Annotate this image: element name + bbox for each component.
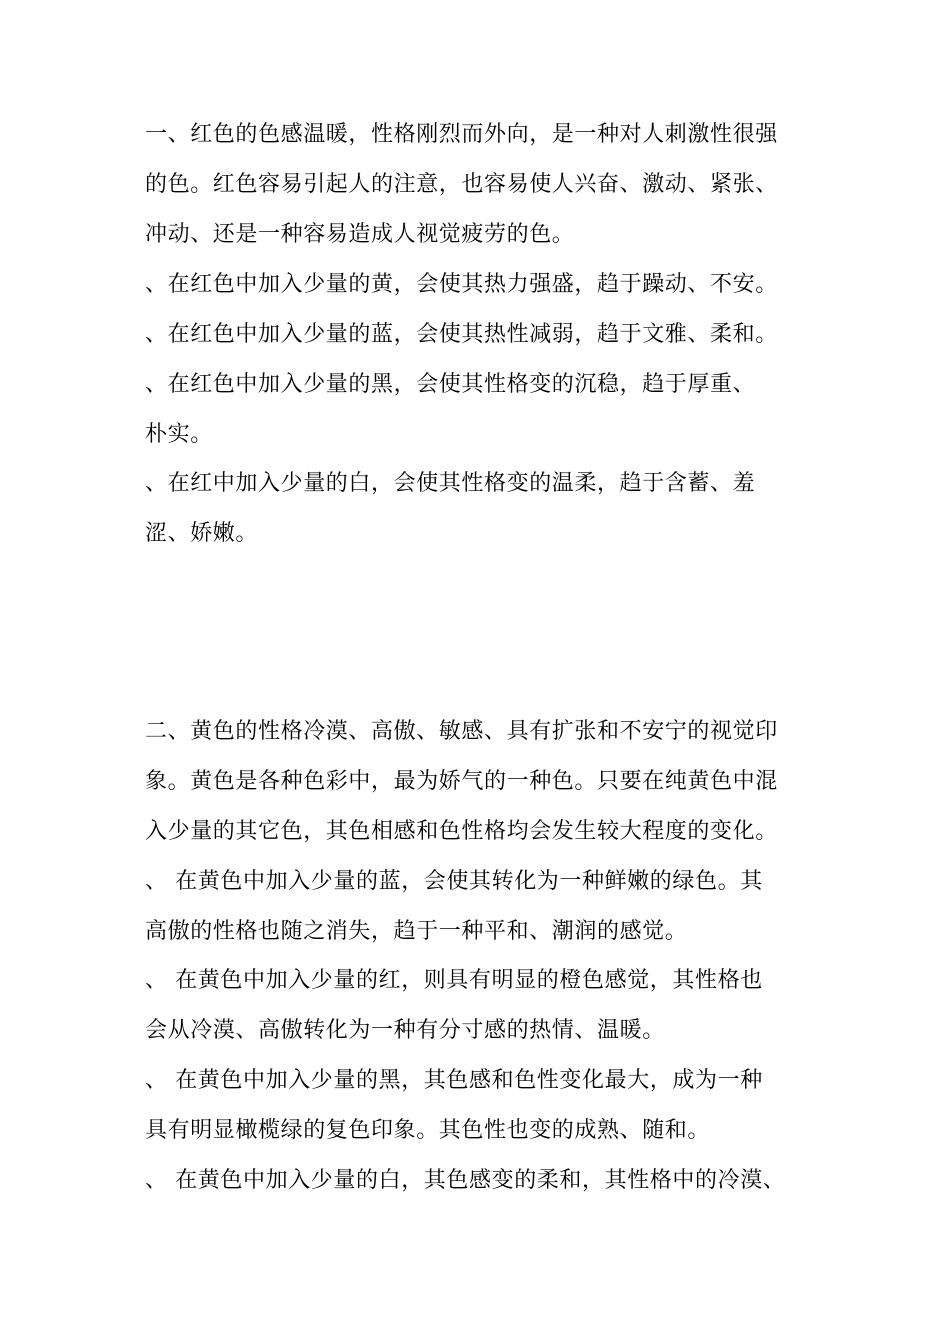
- text-line: 具有明显橄榄绿的复色印象。其色性也变的成熟、随和。: [145, 1117, 711, 1143]
- text-line: 涩、娇嫩。: [145, 520, 259, 546]
- text-line: 朴实。: [145, 421, 213, 447]
- text-line: 象。黄色是各种色彩中，最为娇气的一种色。只要在纯黄色中混: [145, 768, 778, 794]
- text-line: 一、红色的色感温暖，性格刚烈而外向，是一种对人刺激性很强: [145, 122, 778, 147]
- text-line: 会从冷漠、高傲转化为一种有分寸感的热情、温暖。: [145, 1017, 665, 1043]
- section2-item-white: [145, 1156, 815, 1206]
- section1-item-yellow: [145, 260, 815, 310]
- section2-item-blue: [145, 857, 815, 957]
- text-line: 、 在黄色中加入少量的白，其色感变的柔和，其性格中的冷漠、: [145, 1168, 786, 1193]
- section2-item-black: [145, 1056, 815, 1156]
- section2-item-red: [145, 956, 815, 1056]
- section1-item-white: [145, 459, 815, 559]
- text-line: 二、黄色的性格冷漠、高傲、敏感、具有扩张和不安宁的视觉印: [145, 719, 778, 744]
- section1-intro: [145, 110, 815, 259]
- text-line: 、在红中加入少量的白，会使其性格变的温柔，趋于含蓄、羞: [145, 471, 756, 496]
- text-line: 入少量的其它色，其色相感和色性格均会发生较大程度的变化。: [145, 818, 778, 844]
- text-line: 的色。红色容易引起人的注意，也容易使人兴奋、激动、紧张、: [145, 171, 778, 197]
- text-line: 、 在黄色中加入少量的蓝，会使其转化为一种鲜嫩的绿色。其: [145, 869, 763, 894]
- text-line: 、 在黄色中加入少量的黑，其色感和色性变化最大，成为一种: [145, 1068, 763, 1093]
- text-line: 、在红色中加入少量的黄，会使其热力强盛，趋于躁动、不安。: [145, 272, 778, 297]
- section1-item-blue: [145, 310, 815, 360]
- text-line: 、在红色中加入少量的黑，会使其性格变的沉稳，趋于厚重、: [145, 372, 756, 397]
- text-line: 、在红色中加入少量的蓝，会使其热性减弱，趋于文雅、柔和。: [145, 322, 778, 347]
- text-line: 冲动、还是一种容易造成人视觉疲劳的色。: [145, 221, 575, 247]
- text-line: 高傲的性格也随之消失，趋于一种平和、潮润的感觉。: [145, 918, 688, 944]
- section1-item-black: [145, 360, 815, 460]
- text-line: 、 在黄色中加入少量的红，则具有明显的橙色感觉，其性格也: [145, 968, 763, 993]
- section2-intro: [145, 707, 815, 856]
